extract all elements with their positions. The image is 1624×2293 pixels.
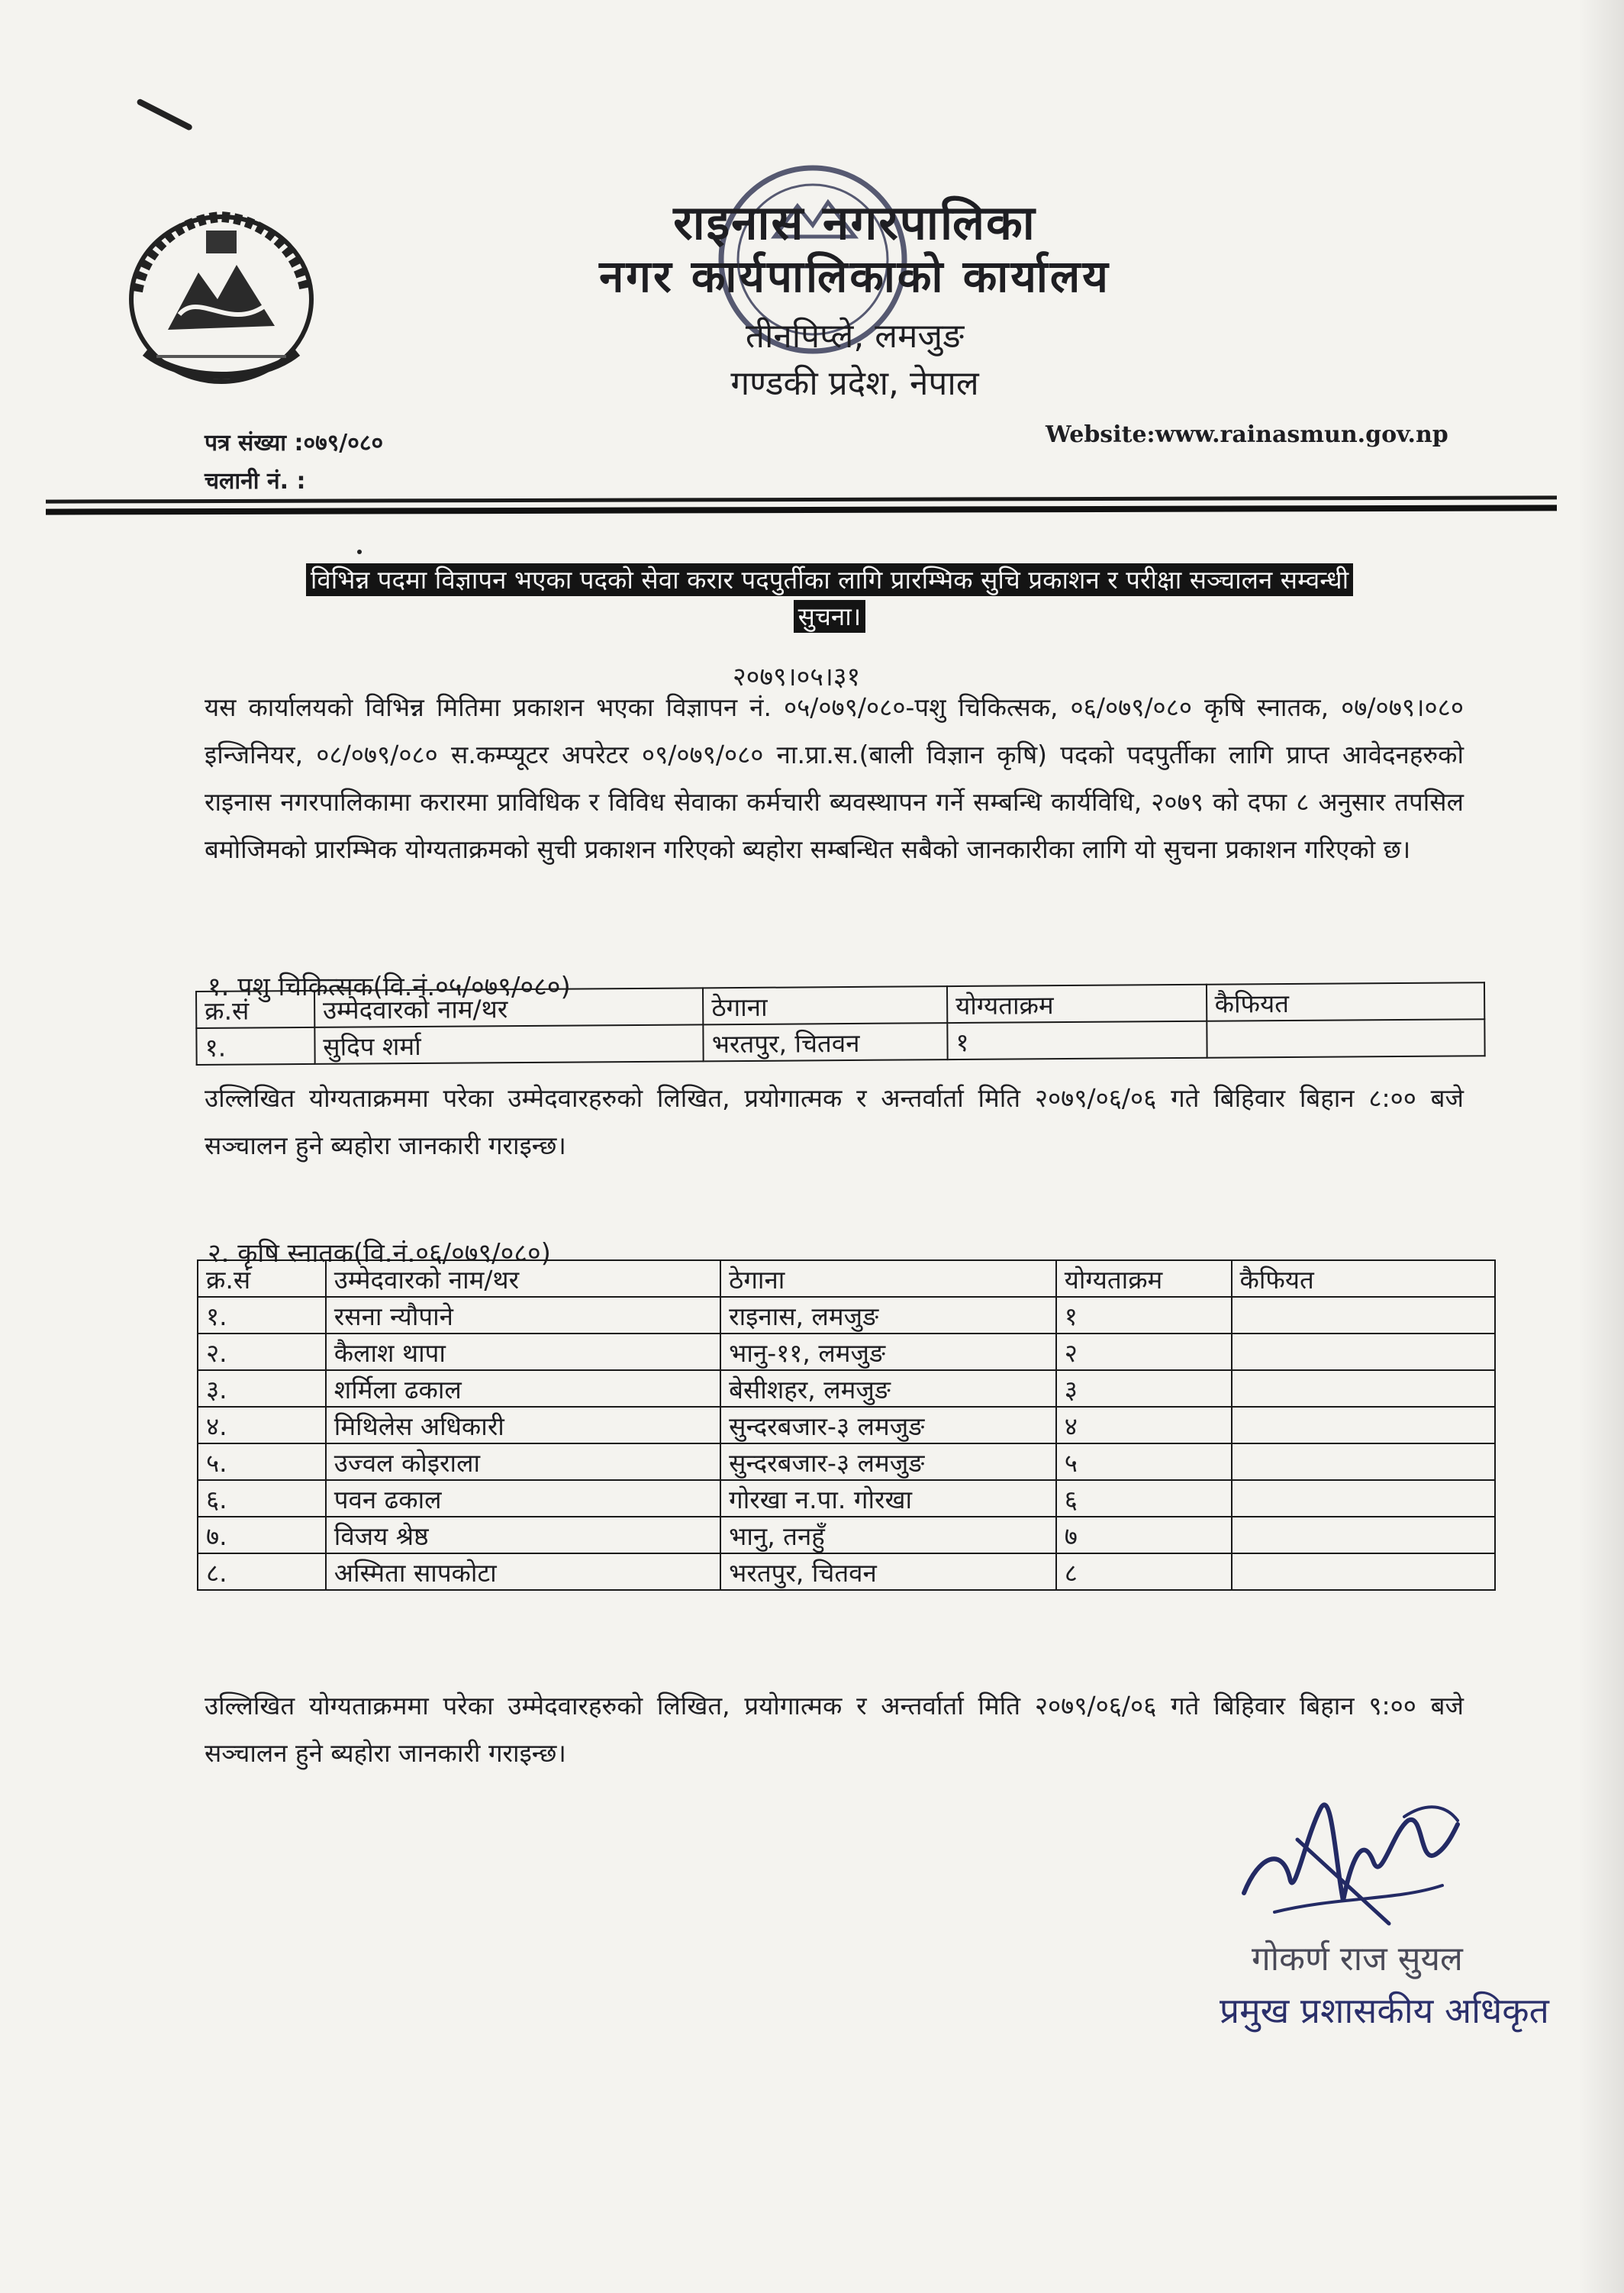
- header-cell: कैफियत: [1232, 1260, 1495, 1297]
- table-row: [198, 1553, 1495, 1590]
- scan-shadow: [1578, 0, 1624, 2293]
- name-cell: रसना न्यौपाने: [326, 1297, 720, 1334]
- remarks-cell: [1232, 1407, 1495, 1443]
- rank-cell: २: [1056, 1334, 1232, 1370]
- header-cell: ठेगाना: [703, 986, 947, 1024]
- province-country: गण्डकी प्रदेश, नेपाल: [730, 364, 979, 403]
- name-cell: पवन ढकाल: [326, 1480, 720, 1517]
- serial-cell: ३.: [198, 1370, 326, 1407]
- remarks-cell: [1232, 1480, 1495, 1517]
- name-cell: उज्वल कोइराला: [326, 1443, 720, 1480]
- header-divider-thick: [46, 505, 1557, 514]
- header-cell: उम्मेदवारको नाम/थर: [326, 1260, 720, 1297]
- pen-mark: [136, 98, 193, 131]
- rank-cell: ५: [1056, 1443, 1232, 1480]
- rank-cell: ६: [1056, 1480, 1232, 1517]
- name-cell: विजय श्रेष्ठ: [326, 1517, 720, 1553]
- notice-date: २०७९।०५।३१: [733, 662, 861, 692]
- section1-title: १. पशु चिकित्सक(वि.नं.०५/०७९/०८०): [208, 972, 571, 1002]
- header-cell: कैफियत: [1207, 982, 1485, 1021]
- table-header-row: [198, 1260, 1495, 1297]
- rank-cell: ७: [1056, 1517, 1232, 1553]
- header-cell: उम्मेदवारको नाम/थर: [314, 988, 704, 1027]
- serial-cell: ५.: [198, 1443, 326, 1480]
- letter-number: पत्र संख्या :०७९/०८०: [205, 430, 384, 456]
- header-divider-thin: [46, 495, 1557, 503]
- signatory-title: प्रमुख प्रशासकीय अधिकृत: [1220, 1990, 1549, 2031]
- serial-cell: ७.: [198, 1517, 326, 1553]
- table-row: [198, 1334, 1495, 1370]
- rank-cell: ४: [1056, 1407, 1232, 1443]
- remarks-cell: [1232, 1443, 1495, 1480]
- serial-cell: ६.: [198, 1480, 326, 1517]
- address-cell: भानु, तनहुँ: [720, 1517, 1056, 1553]
- name-cell: कैलाश थापा: [326, 1334, 720, 1370]
- serial-cell: ८.: [198, 1553, 326, 1590]
- signatory-name: गोकर्ण राज सुयल: [1252, 1940, 1463, 1979]
- section1-table: [195, 982, 1486, 1066]
- remarks-cell: [1232, 1370, 1495, 1407]
- remarks-cell: [1232, 1334, 1495, 1370]
- section2-table: [197, 1259, 1496, 1591]
- address-cell: भानु-११, लमजुङ: [720, 1334, 1056, 1370]
- section2-title: २. कृषि स्नातक(वि.नं.०६/०७९/०८०): [208, 1238, 551, 1269]
- notice-subject: [223, 562, 1436, 635]
- address-cell: सुन्दरबजार-३ लमजुङ: [720, 1443, 1056, 1480]
- table-row: [198, 1443, 1495, 1480]
- table-row: [198, 1297, 1495, 1334]
- office-name: नगर कार्यपालिकाको कार्यालय: [599, 250, 1110, 302]
- rank-cell: १: [947, 1021, 1207, 1059]
- rank-cell: ८: [1056, 1553, 1232, 1590]
- municipality-name: राइनास नगरपालिका: [673, 195, 1036, 250]
- section1-note: उल्लिखित योग्यताक्रममा परेका उम्मेदवारहरुको लिखित, प्रयोगात्मक र अन्तर्वार्ता मिति २०७९/०६/०६ गते बिहिवार बिहान ८:०० बजे सञ्चालन हुने ब्यहोरा जानकारी गराइन्छ।: [205, 1083, 1464, 1160]
- serial-cell: १.: [198, 1297, 326, 1334]
- notice-intro: यस कार्यालयको विभिन्न मितिमा प्रकाशन भएका विज्ञापन नं. ०५/०७९/०८०-पशु चिकित्सक, ०६/०७९/०८० कृषि स्नातक, ०७/०७९।०८० इन्जिनियर, ०८/०७९/०८० स.कम्प्यूटर अपरेटर ०९/०७९/०८० ना.प्रा.स.(बाली विज्ञान कृषि) पदको पदपुर्तीका लागि प्राप्त आवेदनहरुको राइनास नगरपालिकामा करारमा प्राविधिक र विविध सेवाका कर्मचारी ब्यवस्थापन गर्ने सम्बन्धि कार्यविधि, २०७९ को दफा ८ अनुसार तपसिल बमोजिमको प्रारम्भिक योग्यताक्रमको सुची प्रकाशन गरिएको ब्यहोरा सम्बन्धित सबैको जानकारीका लागि यो सुचना प्रकाशन गरिएको छ।: [205, 692, 1464, 864]
- rank-cell: ३: [1056, 1370, 1232, 1407]
- remarks-cell: [1207, 1019, 1485, 1058]
- serial-cell: १.: [196, 1027, 314, 1065]
- name-cell: अस्मिता सापकोटा: [326, 1553, 720, 1590]
- table-row: [198, 1480, 1495, 1517]
- ink-dot: [357, 550, 362, 554]
- header-cell: क्र.सं: [196, 991, 314, 1028]
- remarks-cell: [1232, 1553, 1495, 1590]
- dispatch-number: चलानी नं. :: [205, 468, 306, 495]
- header-cell: ठेगाना: [720, 1260, 1056, 1297]
- name-cell: सुदिप शर्मा: [314, 1024, 704, 1064]
- name-cell: मिथिलेस अधिकारी: [326, 1407, 720, 1443]
- address-cell: बेसीशहर, लमजुङ: [720, 1370, 1056, 1407]
- subject-line-1: विभिन्न पदमा विज्ञापन भएका पदको सेवा करार पदपुर्तीका लागि प्रारम्भिक सुचि प्रकाशन र परीक्षा सञ्चालन सम्वन्धी: [306, 563, 1353, 596]
- address-cell: सुन्दरबजार-३ लमजुङ: [720, 1407, 1056, 1443]
- rank-cell: १: [1056, 1297, 1232, 1334]
- header-cell: योग्यताक्रम: [1056, 1260, 1232, 1297]
- address-cell: भरतपुर, चितवन: [704, 1023, 948, 1061]
- office-location: तीनपिप्ले, लमजुङ: [745, 317, 965, 356]
- serial-cell: ४.: [198, 1407, 326, 1443]
- remarks-cell: [1232, 1297, 1495, 1334]
- name-cell: शर्मिला ढकाल: [326, 1370, 720, 1407]
- nepal-coat-of-arms-icon: [114, 200, 328, 391]
- address-cell: राइनास, लमजुङ: [720, 1297, 1056, 1334]
- table-row: [198, 1370, 1495, 1407]
- address-cell: गोरखा न.पा. गोरखा: [720, 1480, 1056, 1517]
- address-cell: भरतपुर, चितवन: [720, 1553, 1056, 1590]
- remarks-cell: [1232, 1517, 1495, 1553]
- section2-note: उल्लिखित योग्यताक्रममा परेका उम्मेदवारहरुको लिखित, प्रयोगात्मक र अन्तर्वार्ता मिति २०७९/०६/०६ गते बिहिवार बिहान ९:०० बजे सञ्चालन हुने ब्यहोरा जानकारी गराइन्छ।: [205, 1691, 1464, 1768]
- table-row: [198, 1517, 1495, 1553]
- subject-line-2: सुचना।: [794, 600, 866, 633]
- header-cell: योग्यताक्रम: [947, 985, 1207, 1023]
- website-link[interactable]: Website:www.rainasmun.gov.np: [1046, 421, 1448, 448]
- header-cell: क्र.सं: [198, 1260, 326, 1297]
- table-row: [198, 1407, 1495, 1443]
- serial-cell: २.: [198, 1334, 326, 1370]
